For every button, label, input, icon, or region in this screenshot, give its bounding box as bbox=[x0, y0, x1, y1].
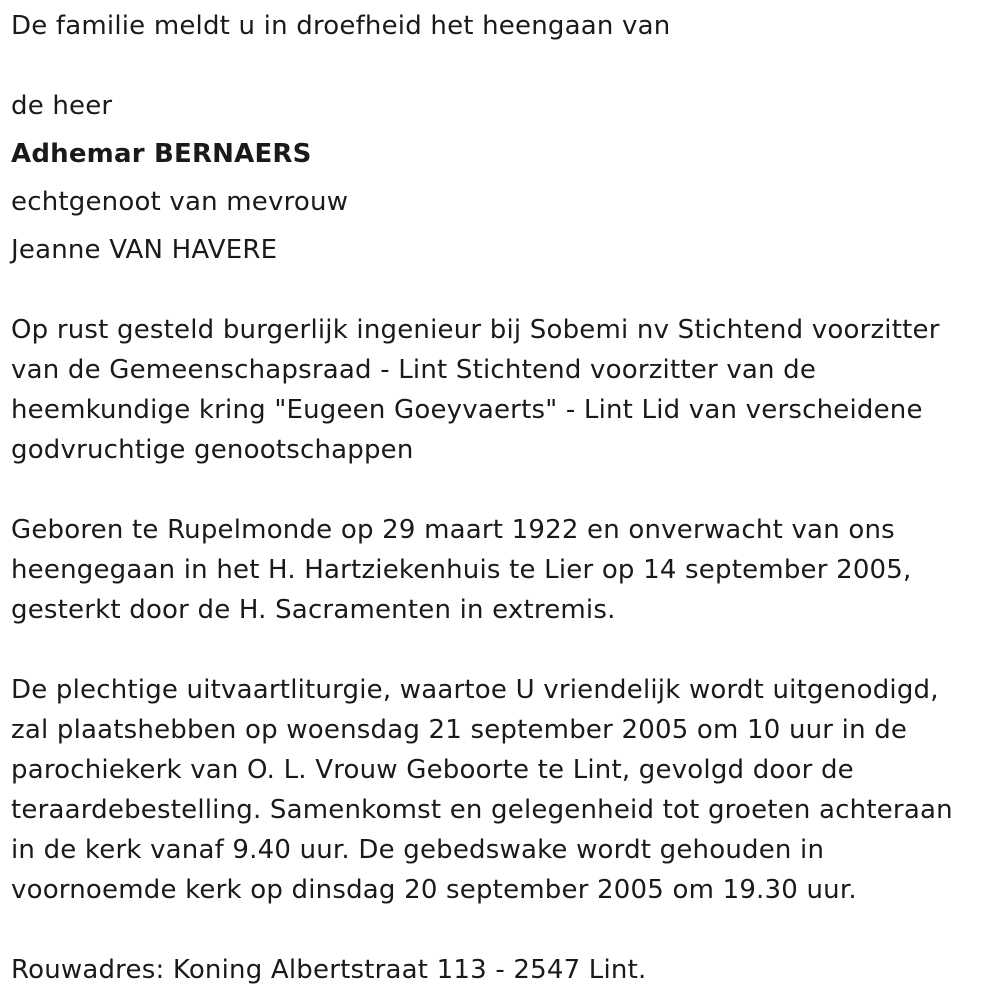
paragraph-line: zal plaatshebben op woensdag 21 september 2005 om 10 uur in de bbox=[11, 715, 908, 745]
paragraph-line: De plechtige uitvaartliturgie, waartoe U vriendelijk wordt uitgenodigd, bbox=[11, 675, 939, 705]
mourning-address: Rouwadres: Koning Albertstraat 113 - 2547 Lint. bbox=[11, 955, 647, 985]
paragraph-line: Op rust gesteld burgerlijk ingenieur bij Sobemi nv Stichtend voorzitter bbox=[11, 315, 940, 345]
intro-text: De familie meldt u in droefheid het heengaan van bbox=[11, 11, 671, 41]
paragraph-line: parochiekerk van O. L. Vrouw Geboorte te Lint, gevolgd door de bbox=[11, 755, 854, 785]
paragraph-line: godvruchtige genootschappen bbox=[11, 435, 414, 465]
spouse-label: echtgenoot van mevrouw bbox=[11, 187, 349, 217]
birth-death-paragraph bbox=[11, 510, 991, 630]
paragraph-line: gesterkt door de H. Sacramenten in extremis. bbox=[11, 595, 616, 625]
paragraph-line: Geboren te Rupelmonde op 29 maart 1922 en onverwacht van ons bbox=[11, 515, 895, 545]
paragraph-line: teraardebestelling. Samenkomst en gelegenheid tot groeten achteraan bbox=[11, 795, 953, 825]
paragraph-line: in de kerk vanaf 9.40 uur. De gebedswake wordt gehouden in bbox=[11, 835, 825, 865]
funeral-paragraph bbox=[11, 670, 991, 910]
honorific-title: de heer bbox=[11, 91, 113, 121]
career-paragraph bbox=[11, 310, 991, 470]
paragraph-line: heengegaan in het H. Hartziekenhuis te Lier op 14 september 2005, bbox=[11, 555, 912, 585]
paragraph-line: voornoemde kerk op dinsdag 20 september 2005 om 19.30 uur. bbox=[11, 875, 857, 905]
spouse-name: Jeanne VAN HAVERE bbox=[11, 235, 278, 265]
paragraph-line: van de Gemeenschapsraad - Lint Stichtend voorzitter van de bbox=[11, 355, 817, 385]
deceased-name: Adhemar BERNAERS bbox=[11, 139, 312, 169]
paragraph-line: heemkundige kring "Eugeen Goeyvaerts" - Lint Lid van verscheidene bbox=[11, 395, 923, 425]
